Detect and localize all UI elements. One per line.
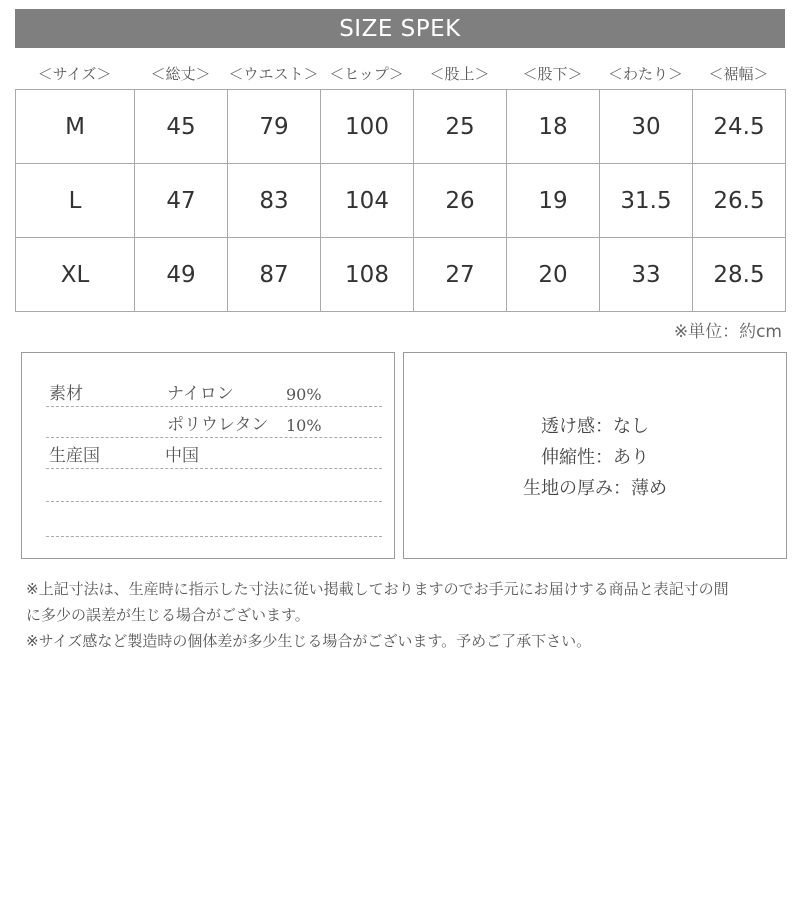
size-spec-header [15,9,785,48]
table-cell: 26.5 [693,164,786,238]
table-cell: 49 [135,238,228,312]
transparency-spec: 透け感：なし [541,416,649,437]
table-cell: 100 [321,90,414,164]
table-cell: 104 [321,164,414,238]
column-header-size: ＜サイズ＞ [37,65,112,83]
table-cell: 24.5 [693,90,786,164]
table-cell: 19 [507,164,600,238]
column-header-hip: ＜ヒップ＞ [329,65,404,83]
page-title: SIZE SPEK [339,15,461,42]
origin-label: 生産国 [49,446,100,466]
material-percent: 10% [286,416,322,435]
table-cell: 27 [414,238,507,312]
empty-row [46,505,382,537]
column-header-total-length: ＜総丈＞ [150,65,211,83]
column-header-waist: ＜ウエスト＞ [228,65,319,83]
table-cell: 47 [135,164,228,238]
size-cell: XL [16,238,135,312]
material-percent: 90% [286,385,322,404]
size-cell: L [16,164,135,238]
column-header-hem-width: ＜裾幅＞ [708,65,769,83]
table-cell: 26 [414,164,507,238]
table-cell: 79 [228,90,321,164]
table-cell: 20 [507,238,600,312]
size-cell: M [16,90,135,164]
table-cell: 18 [507,90,600,164]
origin-value: 中国 [165,446,199,466]
size-table [15,89,786,312]
material-row [46,375,382,407]
table-cell: 25 [414,90,507,164]
disclaimer-line: ※上記寸法は、生産時に指示した寸法に従い掲載しておりますのでお手元にお届けする商品と表記寸の間 [26,580,729,598]
table-cell: 30 [600,90,693,164]
material-label: 素材 [49,384,83,404]
table-cell: 45 [135,90,228,164]
table-cell: 83 [228,164,321,238]
table-row [16,238,786,312]
materials-box [21,352,395,559]
empty-row [46,470,382,502]
thickness-spec: 生地の厚み：薄め [523,478,667,499]
table-cell: 87 [228,238,321,312]
column-header-thigh: ＜わたり＞ [607,65,683,83]
column-header-rise: ＜股上＞ [429,65,490,83]
disclaimer-line: に多少の誤差が生じる場合がございます。 [26,606,310,624]
fabric-specs-box [403,352,787,559]
column-headers [15,63,785,87]
table-row [16,164,786,238]
origin-row [46,437,382,469]
table-cell: 108 [321,238,414,312]
disclaimer-line: ※サイズ感など製造時の個体差が多少生じる場合がございます。予めご了承下さい。 [26,632,592,650]
material-name: ナイロン [167,384,234,404]
table-cell: 31.5 [600,164,693,238]
table-cell: 33 [600,238,693,312]
table-cell: 28.5 [693,238,786,312]
table-row [16,90,786,164]
material-name: ポリウレタン [167,415,269,435]
unit-note: ※単位：約cm [673,322,782,342]
stretch-spec: 伸縮性：あり [541,447,649,468]
column-header-inseam: ＜股下＞ [522,65,583,83]
material-row [46,406,382,438]
